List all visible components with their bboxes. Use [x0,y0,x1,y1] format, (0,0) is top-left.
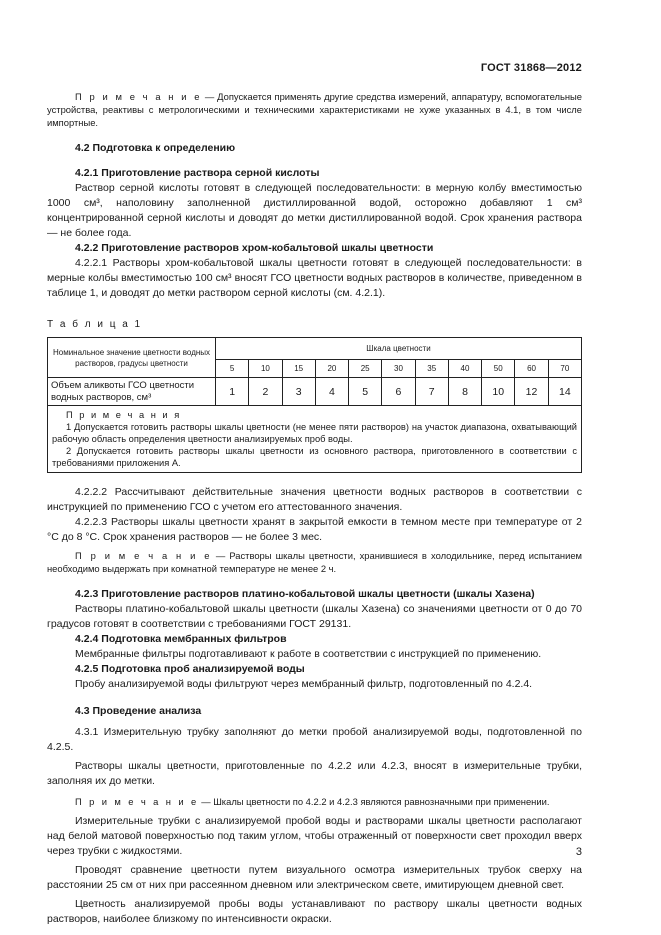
table-value-cell: 10 [482,378,515,406]
table-value-cell: 12 [515,378,548,406]
table-value-cell: 4 [315,378,348,406]
section-4-2-2-heading: 4.2.2 Приготовление растворов хром-кобальтовой шкалы цветности [75,242,434,254]
table-caption: Т а б л и ц а 1 [47,319,143,330]
page-number: 3 [575,846,582,858]
table-note-1: 1 Допускается готовить растворы шкалы цветности (не менее пяти растворов) на участок диапазона, охватывающий рабочую область определения цветности анализируемых проб воды. [52,422,577,444]
section-4-2-heading: 4.2 Подготовка к определению [75,142,236,154]
table-scale-header: Шкала цветности [216,338,582,360]
note-storage [47,549,582,575]
section-4-3-text-2: Растворы шкалы цветности, приготовленные по 4.2.2 или 4.2.3, вносят в измерительные трубки, заполняя их до метки. [47,760,582,787]
table-scale-cell: 50 [482,360,515,378]
section-4-2-3-text: Растворы платино-кобальтовой шкалы цветности (шкалы Хазена) со значениями цветности от 0 до 70 градусов готовят в соответствии с требованиями ГОСТ 29131. [47,603,582,630]
table-value-cell: 3 [282,378,315,406]
table-note-2: 2 Допускается готовить растворы шкалы цветности из основного раствора, приготовленного в соответствии с требованиями приложения А. [52,446,577,468]
note-label: П р и м е ч а н и е [75,91,202,102]
table-notes [47,406,582,473]
document-code: ГОСТ 31868—2012 [480,62,582,74]
table-value-cell: 2 [249,378,282,406]
table-value-row [48,378,582,406]
table-scale-cell: 70 [548,360,581,378]
page-content [47,90,582,927]
note-scales [47,795,582,808]
section-4-2-1-heading: 4.2.1 Приготовление раствора серной кислоты [75,167,320,179]
note-label: П р и м е ч а н и е [75,550,212,561]
table-value-cell: 1 [216,378,249,406]
table-scale-cell: 30 [382,360,415,378]
table-row-label: Объем аликвоты ГСО цветности водных растворов, см³ [48,378,216,406]
table-value-cell: 14 [548,378,581,406]
section-4-2-2-3-text: 4.2.2.3 Растворы шкалы цветности хранят в закрытой емкости в темном месте при температуре от 2 °С до 8 °С. Срок хранения растворов — не более 3 мес. [47,516,582,543]
table-scale-cell: 15 [282,360,315,378]
table-value-cell: 8 [448,378,481,406]
section-4-2-4-heading: 4.2.4 Подготовка мембранных фильтров [75,633,287,645]
section-4-2-5-text: Пробу анализируемой воды фильтруют через мембранный фильтр, подготовленный по 4.2.4. [75,678,533,690]
section-4-3-heading: 4.3 Проведение анализа [75,705,202,717]
section-4-2-2-2-text: 4.2.2.2 Рассчитывают действительные значения цветности водных растворов в соответствии с инструкцией по применению ГСО с учетом его аттестованного значения. [47,486,582,513]
table-scale-cell: 25 [349,360,382,378]
section-4-2-1-text: Раствор серной кислоты готовят в следующей последовательности: в мерную колбу вместимостью 1000 см³, наполовину заполненной дистиллированной водой, осторожно добавляют 1 см³ концентрированной серной кислоты и доводят до метки дистиллированной водой. Срок хранения раствора — не более года. [47,182,582,239]
table-scale-cell: 5 [216,360,249,378]
table-scale-cell: 40 [448,360,481,378]
section-4-3-1-text: 4.3.1 Измерительную трубку заполняют до метки пробой анализируемой воды, подготовленной по 4.2.5. [47,726,582,753]
note-text: — Допускается применять другие средства измерений, аппаратуру, вспомогательные устройства, реактивы с метрологическими и техническими характеристиками не хуже указанных в 4.1, в том числе импортные. [47,91,582,128]
table-scale-cell: 60 [515,360,548,378]
table-value-cell: 5 [349,378,382,406]
table-row-header: Номинальное значение цветности водных растворов, градусы цветности [48,338,216,378]
table-scale-cell: 35 [415,360,448,378]
note-text: — Растворы шкалы цветности, хранившиеся в холодильнике, перед испытанием необходимо выдержать при комнатной температуре не менее 2 ч. [47,550,582,574]
table-scale-cell: 20 [315,360,348,378]
table-1 [47,337,582,406]
table-notes-title: П р и м е ч а н и я [66,410,182,420]
table-value-cell: 6 [382,378,415,406]
table-value-cell: 7 [415,378,448,406]
section-4-3-text-5: Цветность анализируемой пробы воды устанавливают по раствору шкалы цветности водных растворов, наиболее близкому по интенсивности окраски. [47,898,582,925]
section-4-2-5-heading: 4.2.5 Подготовка проб анализируемой воды [75,663,305,675]
section-4-2-2-1-text: 4.2.2.1 Растворы хром-кобальтовой шкалы цветности готовят в следующей последовательности: в мерные колбы вместимостью 100 см³ вносят ГСО цветности водных растворов в количестве, приведенном в таблице 1, и доводят до метки раствором серной кислоты (см. 4.2.1). [47,257,582,299]
note-label: П р и м е ч а н и е [75,796,199,807]
note-text: — Шкалы цветности по 4.2.2 и 4.2.3 являются равнозначными при применении. [198,796,550,807]
section-4-3-text-3: Измерительные трубки с анализируемой пробой воды и растворами шкалы цветности располагают над белой матовой поверхностью под таким углом, чтобы отраженный от поверхности свет проходил вверх через трубки с жидкостями. [47,815,582,857]
top-note [47,90,582,129]
section-4-2-4-text: Мембранные фильтры подготавливают к работе в соответствии с инструкцией по применению. [75,648,542,660]
section-4-2-3-heading: 4.2.3 Приготовление растворов платино-кобальтовой шкалы цветности (шкалы Хазена) [75,588,535,600]
section-4-3-text-4: Проводят сравнение цветности путем визуального осмотра измерительных трубок сверху на расстоянии 25 см от них при рассеянном дневном или электрическом свете, имитирующем дневной свет. [47,864,582,891]
table-scale-cell: 10 [249,360,282,378]
